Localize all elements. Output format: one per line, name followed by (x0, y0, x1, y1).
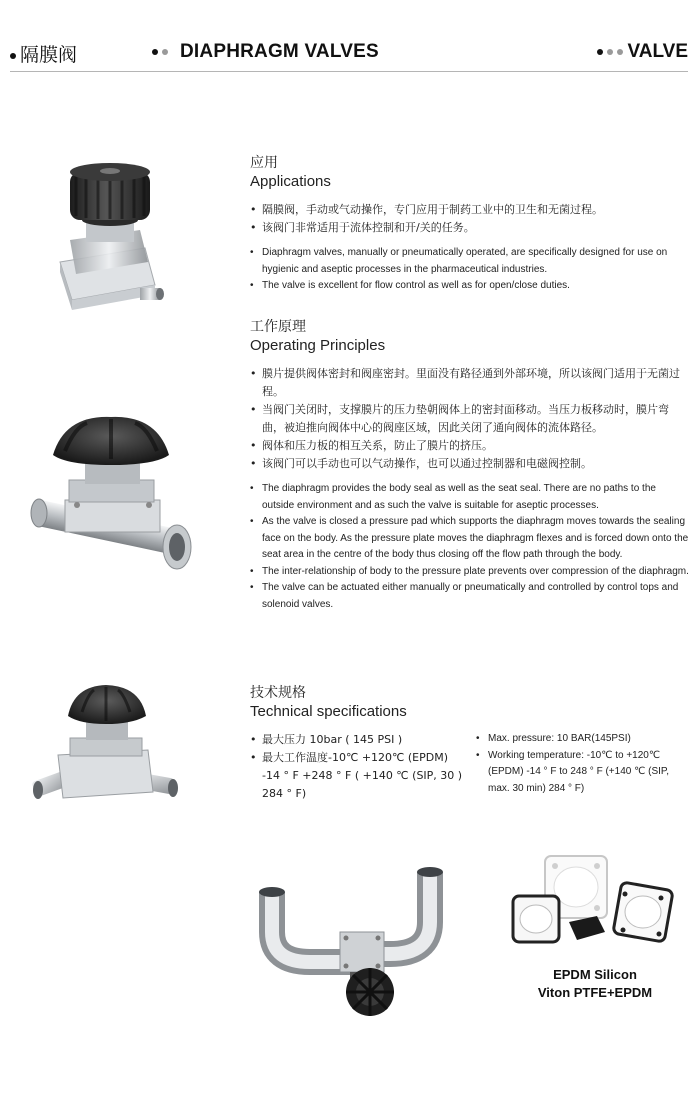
diaphragm-valve-image-2 (25, 405, 195, 585)
applications-en-list (250, 245, 690, 295)
header-title-cn: 隔膜阀 (10, 40, 77, 67)
principles-cn-list (250, 365, 690, 473)
list-item: • 阀体和压力板的相互关系，防止了膜片的挤压。 (250, 437, 690, 455)
diaphragm-valve-image-1 (50, 150, 170, 320)
header-title-en: DIAPHRAGM VALVES (152, 41, 379, 63)
list-item: • Max. pressure: 10 BAR(145PSI) (476, 731, 690, 748)
bullet-dot-icon (10, 53, 16, 59)
header-divider (10, 71, 688, 72)
specs-title-cn: 技术规格 (250, 685, 306, 701)
page-header (0, 0, 700, 72)
principles-title-cn: 工作原理 (250, 319, 306, 335)
gasket-materials-caption (520, 966, 670, 1002)
bullet-dot-icon (162, 49, 168, 55)
bullet-dot-icon (617, 49, 623, 55)
applications-section (250, 154, 690, 295)
specs-section (250, 684, 690, 803)
caption-line-2: Viton PTFE+EPDM (537, 985, 653, 1000)
list-item: • 该阀门非常适用于流体控制和开/关的任务。 (250, 219, 690, 237)
applications-cn-list (250, 201, 690, 237)
list-item: • 最大工作温度-10℃ +120℃ (EPDM) -14 ° F +248 ° F ( +140 ℃ (SIP, 30 ) 284 ° F) (250, 749, 464, 803)
specs-cn-list (250, 731, 464, 803)
list-item: • Working temperature: -10℃ to +120℃ (EPDM) -14 ° F to 248 ° F (+140 ℃ (SIP, max. 30 min) 284 ° F) (476, 748, 690, 798)
bullet-dot-icon (152, 49, 158, 55)
diaphragm-gaskets-image (505, 852, 685, 962)
list-item: • As the valve is closed a pressure pad which supports the diaphragm moves towards the sealing face on the body. As the pressure plate moves the diaphragm flexes and is forced down onto the seat area in the centre of the body thus closing off the flow path through the body. (250, 514, 690, 564)
applications-title-en: Applications (250, 173, 331, 190)
list-item: • Diaphragm valves, manually or pneumatically operated, are specifically designed for use on hygienic and aseptic processes in the pharmaceutical industries. (250, 245, 690, 278)
specs-title-en: Technical specifications (250, 703, 407, 720)
list-item: • 该阀门可以手动也可以气动操作，也可以通过控制器和电磁阀控制。 (250, 455, 690, 473)
u-bend-valve-image (250, 862, 470, 1022)
list-item: • 隔膜阀，手动或气动操作，专门应用于制药工业中的卫生和无菌过程。 (250, 201, 690, 219)
list-item: • The valve is excellent for flow control as well as for open/close duties. (250, 278, 690, 295)
principles-en-list (250, 481, 690, 613)
list-item: • 最大压力 10bar ( 145 PSI ) (250, 731, 464, 749)
bullet-dot-icon (607, 49, 613, 55)
list-item: • 膜片提供阀体密封和阀座密封。里面没有路径通到外部环境，所以该阀门适用于无菌过程。 (250, 365, 690, 401)
principles-title-en: Operating Principles (250, 337, 386, 354)
principles-section (250, 318, 690, 613)
bullet-dot-icon (597, 49, 603, 55)
caption-line-1: EPDM Silicon (553, 967, 637, 982)
list-item: • The diaphragm provides the body seal as well as the seat seal. There are no paths to the outside environment and as such the valve is suitable for aseptic processes. (250, 481, 690, 514)
list-item: • 当阀门关闭时，支撑膜片的压力垫朝阀体上的密封面移动。当压力板移动时，膜片弯曲，被迫推向阀体中心的阀座区域，因此关闭了通向阀体的流体路径。 (250, 401, 690, 437)
applications-title-cn: 应用 (250, 155, 278, 171)
list-item: • The valve can be actuated either manually or pneumatically and controlled by control tops and solenoid valves. (250, 580, 690, 613)
header-right-label: VALVE (597, 41, 688, 63)
specs-en-list (476, 731, 690, 803)
diaphragm-valve-image-3 (28, 680, 178, 815)
list-item: • The inter-relationship of body to the pressure plate prevents over compression of the diaphragm. (250, 564, 690, 581)
